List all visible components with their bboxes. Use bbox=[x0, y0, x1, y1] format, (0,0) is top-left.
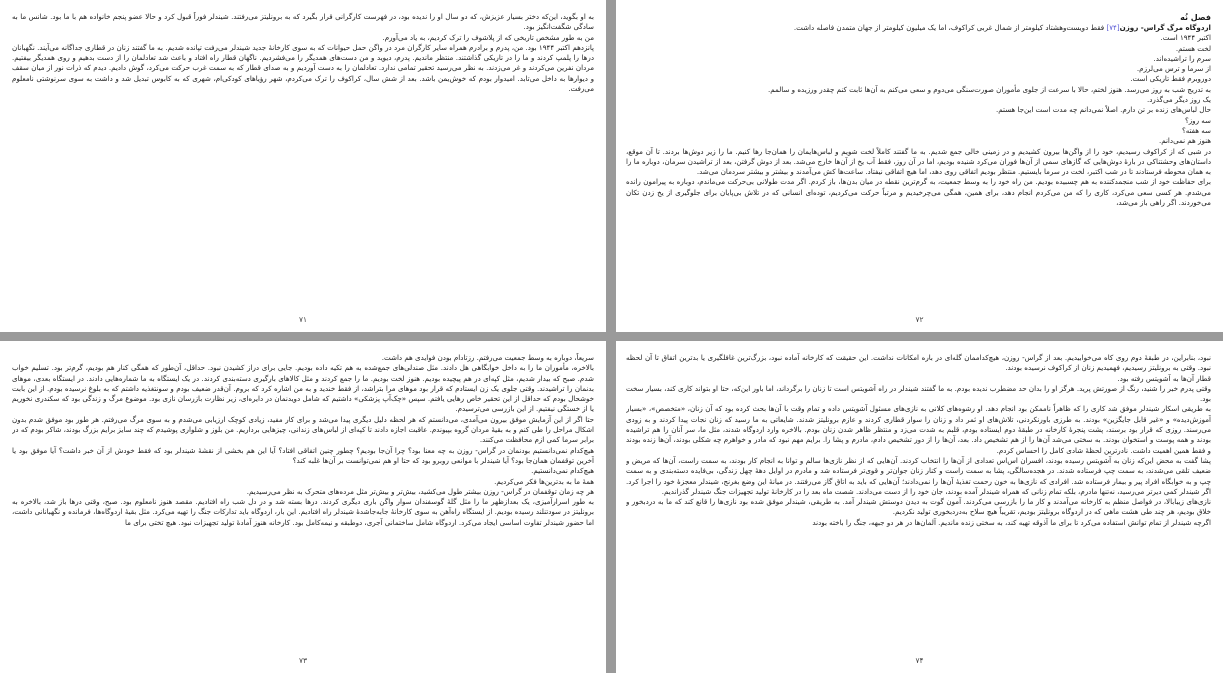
paragraph: لخت هستم. bbox=[1175, 43, 1211, 53]
paragraph: پشا گفت به محض این‌که زنان به آشویتس رسیده بودند، افسران اس‌اس تعدادی از آن‌ها را انتخاب کردند. آن‌هایی که از نظر نازی‌ها سالم و توانا به انجام کار بودند، به سمت راست، آن‌ها که مریض و ضعیف تلقی می‌شدند، به سمت چپ فرستاده شدند. در هجده‌سالگی، پشا به سمت راست و کنار زنان جوان‌تر و قوی‌تر فرستاده شد و مادرم در اوایل دههٔ چهل زندگی، بی‌فایده دسته‌بندی و به سمت چپ و به خوابگاه افراد پیر و بیمار فرستاده شد. افرادی که نازی‌ها به خون رحمت تغذیهٔ آن‌ها را نمی‌دادند؛ آن‌هایی که باید به اتاق گاز می‌رفتند. در میانهٔ این وضع بغرنج، شیندلر معجزهٔ خود را اجرا کرد. اگر شیندلر کمی دیرتر می‌رسید، نه‌تنها مادرم، بلکه تمام زنانی که همراه شیندلر آمده بودند، جان خود را از دست می‌دادند. شصت ماه بعد را در کارخانهٔ تولید تجهیزات جنگ شیندلر گذراندیم. bbox=[626, 455, 1211, 496]
paragraph: من به طور مشخص تاریخی که از پلاشوف را ترک کردیم، به یاد می‌آورم. bbox=[382, 32, 594, 42]
chapter-title: فصل نُه bbox=[1180, 13, 1211, 22]
page-text bbox=[12, 353, 594, 639]
paragraph: یک روز دیگر می‌گذرد. bbox=[1147, 95, 1211, 105]
paragraph: برای حفاظت خود از شب منجمدکننده به هم چسبیده بودیم. من راه خود را به وسط جمعیت، به گرم‌ترین نقطه در میان بدن‌ها، باز کردم. اگر مدت طولانی بی‌حرکت می‌ماندم، دوباره به پیرامون رانده می‌شدم. هر کسی سعی می‌کرد، کاری را که من می‌کردم انجام دهد، برای همین، همگی می‌چرخیدیم و مرتباً حرکت می‌کردیم، توده‌ای انسانی که در تلاش بی‌پایان برای جلوگیری از یخ زدن تکان می‌خوردند. اگر راهی باز می‌شد، bbox=[626, 177, 1211, 208]
paragraph: به طور اسرارآمیزی، یک بعدازظهر ما را مثل گلهٔ گوسفندان سوار واگن باری دیگری کردند. درها بسته شد و در دل شب راه افتادیم. مقصد هنوز نامعلوم بود. صبح، وقتی درها باز شد، بالاخره به برونلیتز در سودتنلند رسیده بودیم. از ایستگاه راه‌آهن به سوی کارخانهٔ جابه‌جاشدهٔ شیندلر راه افتادیم. این بار، اردوگاه باید تدارکات جنگ را تهیه می‌کرد. مثل بقیهٔ اردوگاه‌ها، فرمانده و نگهبانانی داشت، اما حضور شیندلر تفاوت اساسی ایجاد می‌کرد. اردوگاه شامل ساختمانی آجری، دوطبقه و نیمه‌کامل بود. کارخانه هنوز آمادهٔ تولید تجهیزات نبود. هیچ تختی برای ما bbox=[12, 497, 594, 527]
page-number: ۷۴ bbox=[915, 656, 924, 665]
paragraph: دوروبرم فقط تاریکی است. bbox=[1130, 74, 1211, 84]
page-number: ۷۲ bbox=[915, 315, 924, 324]
paragraph: به طریقی اسکار شیندلر موفق شد کاری را که ظاهراً ناممکن بود انجام دهد. او رشوه‌های کلانی به نازی‌های مسئول آشویتس داده و تمام وقت با آن‌ها بحث کرده بود که آن زنان، «متخصص»، «بسیار آموزش‌دیده» و «غیر قابل جایگزین» بودند. به طرزی باورنکردنی، تلاش‌های او ثمر داد و زنان را سوار قطاری کردند و عازم برونلیتز شدند. شایعاتی به ما رسید که زنان نجات پیدا کردند و به زودی می‌رسند. روزی که قرار بود برسند، پشت پنجرهٔ کارخانه در طبقهٔ دوم ایستاده بودم، قلبم به شدت می‌زد و منتظر ظاهر شدن زنان بودم. بالاخره وارد اردوگاه شدند، مثل ما، سر آنان را هم تراشیده بودند و همه پوست و استخوان بودند. به سختی می‌شد آن‌ها را از هم تشخیص داد. بعد، آن‌ها را از دور تشخیص دادم، مادرم و پشا را. برایم مهم نبود که مادر و خواهرم چه شکلی بودند، آن‌ها زنده بودند و فقط همین اهمیت داشت. نادرترین لحظهٔ شادی کامل را احساس کردم. bbox=[626, 404, 1211, 455]
paragraph: حتا اگر از این آزمایش موفق بیرون می‌آمدی، می‌دانستم که هر لحظه دلیل دیگری پیدا می‌شد و برای کار مفید، زیادی کوچک ارزیابی می‌شدم و به سوی مرگ می‌رفتم. هر طور بود موفق شدم بدون اشکال مراحل را طی کنم و به بقیهٔ مردان گروه بپیوندم. عاقبت اجازه دادند تا کپه‌ای از لباس‌های زندانی، چیزهایی برداریم. من بلوز و شلواری پوشیدم که چند سایز برایم بزرگ بودند، شاکر بودم که در برابر سرما کمی ازم محافظت می‌کنند. bbox=[12, 414, 594, 445]
paragraph: همهٔ ما به بدترین‌ها فکر می‌کردیم. bbox=[494, 476, 594, 486]
lead-title: اردوگاه مرگ گراس- روزن bbox=[1119, 23, 1211, 32]
paragraph: نازی‌های زیبا‌بالا، در فواصل منظم به کارخانه می‌آمدند و کار ما را بازرسی می‌کردند. آمون گوت به دیدن دوستش شیندلر آمد. به طریقی، شیندلر موفق شده بود نازی‌ها را قانع کند که ما به دردبخور و خلاق بودیم، هر چند طی هشت ماهی که در اردوگاه برونلیتز بودیم، تقریباً هیچ سلاح به‌دردبخوری تولید نکردیم. bbox=[626, 497, 1211, 517]
paragraph: سریعاً، دوباره به وسط جمعیت می‌رفتم. رزتادام بودن فوایدی هم داشت. bbox=[381, 353, 594, 362]
paragraph: به او بگوید، این‌که دختر بسیار عزیزش، که دو سال او را ندیده بود، در فهرست کارگرانی قرار بگیرد که به برونلیتز می‌رفتند. شیندلر فوراً قبول کرد و حالا عضو پنجم خانواده هم با ما بود. شانس ما به سادگی شگفت‌انگیز بود. bbox=[12, 12, 594, 32]
paragraph: سه هفته؟ bbox=[1181, 125, 1211, 135]
paragraph: قطار آن‌ها به آشویتس رفته بود. bbox=[1117, 373, 1211, 383]
paragraph: هنوز هم نمی‌دانم. bbox=[1158, 136, 1211, 146]
lead-paragraph bbox=[626, 23, 1211, 33]
paragraph: پانزدهم اکتبر ۱۹۴۴ بود. من، پدرم و برادرم همراه سایر کارگران مرد در واگن حمل حیوانات که به سوی کارخانهٔ جدید شیندلر می‌رفت تپانده شدیم. به ما گفتند زنان در قطاری جداگانه می‌آیند. نگهبانان درها را پلمپ کردند و ما را در تاریکی گذاشتند. منتظر ماندیم. پدرم، دیوید و من دست‌های همدیگر را می‌فشردیم. ناگهان قطار راه افتاد و باعث شد تعادلمان را از دست بدهیم و روی همدیگر بیفتیم. مردان نفرین می‌کردند و غر می‌زدند. به نظر می‌رسید تحقیر تمامی ندارد. تعادلمان را به دست آوردیم و به صدای قطار که به سمت غرب حرکت می‌کرد، گوش دادیم. دیدم که ذرات نور از میان سقف و دیوارها به داخل می‌تابد. امیدوار بودم که خوش‌یمن باشد. بعد از شش سال، کراکوف را ترک می‌کردم، شهر رؤیاهای کودکی‌ام، شهری که به کابوس تبدیل شد و داشت به سوی سرنوشتی نامعلوم می‌رفت. bbox=[12, 42, 594, 94]
page-number: ۷۱ bbox=[298, 315, 308, 324]
paragraph: هیچ‌کدام نمی‌دانستیم. bbox=[531, 466, 594, 476]
page-text bbox=[626, 12, 1211, 298]
book-page-71 bbox=[0, 0, 606, 332]
paragraph: سرم را تراشیده‌اند. bbox=[1153, 53, 1211, 63]
paragraph: اکتبر ۱۹۴۴ است. bbox=[1160, 33, 1211, 43]
page-text bbox=[626, 353, 1211, 639]
book-page-72 bbox=[616, 0, 1223, 332]
paragraph: وقتی پدرم خبر را شنید، رنگ از صورتش پرید. هرگز او را بدان حد مضطرب ندیده بودم. به ما گفتند شیندلر در راه آشویتس است تا زنان را برگرداند، اما باور این‌که، حتا او بتواند کاری کند، بسیار سخت بود. bbox=[626, 383, 1211, 404]
paragraph: هیچ‌کدام نمی‌دانستیم بودنمان در گراس- روزن به چه معنا بود؟ چرا آن‌جا بودیم؟ چطور چنین اتفاقی افتاد؟ آیا این هم بخشی از نقشهٔ شیندلر بود که فقط خودش از آن خبر داشت؟ آیا موفق بود یا آخرین توقفمان همان‌جا بود؟ آیا شیندلر با موانعی روبرو بود که حتا او هم نمی‌توانست بر آن‌ها غلبه کند؟ bbox=[12, 445, 594, 465]
footnote-link[interactable]: [۷۴] bbox=[1106, 23, 1120, 32]
paragraph: بالاخره، مأموران ما را به داخل خوابگاهی هل دادند. مثل صندلی‌های جمع‌شده به هم تکیه داده بودیم. جایی برای دراز کشیدن نبود. حداقل، آن‌طور که همگی کنار هم بودیم، گرم‌تر بود. تسلیم خواب شدم. صبح که بیدار شدیم، مثل کپه‌ای در هم پیچیده بودیم. هنوز لخت بودیم. ما را جمع کردند و مثل کالاهای بارگیری دسته‌بندی کردند. در یک ایستگاه به ما شماره‌هایی دادند. در ایستگاه بعدی، موهای بدنمان را تراشیدند. وقتی جلوی یک زن ایستادم که قرار بود موهای مرا بتراشد، از فقط خندید و به من اشاره کرد که بروم. آن‌قدر ضعیف بودم و سونتغذیه داشتم که به بلوغ نرسیده بودم. از این بابت خوشحال بودم که حداقل از این تحقیر خاص رهایی یافتم. سپس «چک‌آپ پزشکی» داشتیم که شامل دویدنمان در دایره‌ای، زیر نظارت بازرسان نازی بود. موضوع مرگ و زندگی بود که سکندری نخوریم یا از خستگی نیفتیم. از این بازرسی می‌ترسیدم. bbox=[12, 363, 594, 414]
paragraph: اگرچه شیندلر از تمام توانش استفاده می‌کرد تا برای ما آذوقه تهیه کند، به سختی زنده ماندیم. آلمان‌ها در هر دو جبهه، جنگ را باخته بودند bbox=[812, 517, 1211, 527]
paragraph: از سرما و ترس می‌لرزم. bbox=[1136, 64, 1211, 74]
paragraph: حال لباس‌های زنده بر تن دارم. اصلاً نمی‌دانم چه مدت است این‌جا هستم. bbox=[995, 105, 1211, 115]
page-number: ۷۳ bbox=[298, 656, 308, 665]
paragraph: هر چه زمان توقفمان در گراس- روزن بیشتر طول می‌کشید، بیش‌تر و بیش‌تر مثل مرده‌های متحرک به نظر می‌رسیدیم. bbox=[246, 486, 594, 496]
lead-text: فقط دویست‌وهشتاد کیلومتر از شمال غربی کراکوف، اما یک میلیون کیلومتر از جهان متمدن فاصله داشت. bbox=[793, 23, 1107, 32]
paragraph: نبود، بنابراین، در طبقهٔ دوم روی کاه می‌خوابیدیم. بعد از گراس- روزن، هیچ‌کداممان گله‌ای در باره امکانات نداشت. این حقیقت که کارخانه آماده نبود، بزرگ‌ترین غافلگیری یا بدترین اتفاق تا آن لحظه نبود. وقتی به برونلیتز رسیدیم، فهمیدیم زنان از کراکوف نرسیده بودند. bbox=[626, 353, 1211, 373]
paragraph: به تدریج شب به روز می‌رسد. هنوز لختم، حالا با سرعت از جلوی مأموران صورت‌سنگی می‌دوم و سعی می‌کنم به آن‌ها ثابت کنم چقدر ورزیده و سالمم. bbox=[768, 84, 1211, 94]
page-text bbox=[12, 12, 594, 298]
paragraph: سه روز؟ bbox=[1184, 115, 1211, 125]
book-page-74 bbox=[616, 341, 1223, 673]
paragraph: در شبی که از کراکوف رسیدیم، خود را از واگن‌ها بیرون کشیدیم و در زمینی خالی جمع شدیم. به ما گفتند کاملاً لخت شویم و لباس‌هایمان را همان‌جا رها کنیم. ما را زیر دوش‌ها بردند. تا آن موقع، داستان‌های وحشتناکی در بارهٔ دوش‌هایی که گازهای سمی از آن‌ها فوران می‌کرد شنیده بودیم، اما در آن روز، فقط آب یخ از آن‌ها خارج می‌شد. بعد از دوش گرفتن، بعد از تراشیدن سرمان، دوباره ما را به همان محوطه فرستادند تا در شب اکتبر، لخت در سرما بایستیم. منتظر بودیم اتفاقی روی دهد، اما هیچ اتفاقی نیفتاد. ساعت‌ها کش می‌آمدند و بیشتر و بیشتر سردمان می‌شد. bbox=[626, 146, 1211, 177]
book-page-73 bbox=[0, 341, 606, 673]
